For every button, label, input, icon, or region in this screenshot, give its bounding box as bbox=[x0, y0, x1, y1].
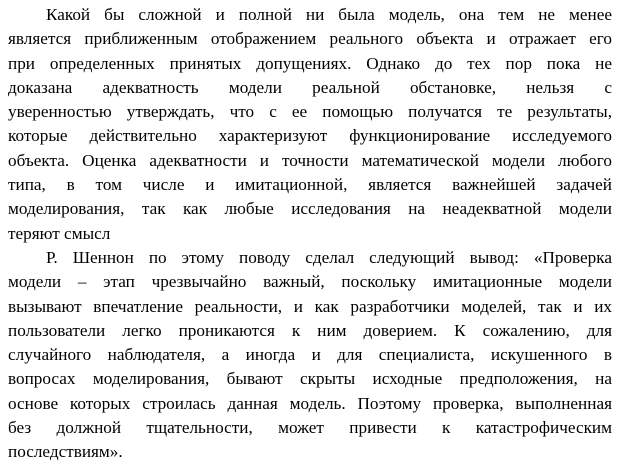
text-line: является приближенным отображением реального объекта и отражает его bbox=[8, 29, 612, 49]
text-line: пользователи легко проникаются к ним доверием. К сожалению, для bbox=[8, 320, 612, 340]
text-line: модели – этап чрезвычайно важный, поскольку имитационные модели bbox=[8, 272, 612, 292]
text-line: последствиям». bbox=[8, 442, 123, 462]
text-line: при определенных принятых допущениях. Однако до тех пор пока не bbox=[8, 53, 612, 73]
paragraph-model-adequacy bbox=[8, 3, 612, 246]
document-body bbox=[8, 3, 612, 465]
text-line: типа, в том числе и имитационной, является важнейшей задачей bbox=[8, 175, 612, 195]
text-line: основе которых строилась данная модель. Поэтому проверка, выполненная bbox=[8, 393, 612, 413]
text-line: моделирования, так как любые исследования на неадекватной модели bbox=[8, 199, 612, 219]
text-line: вопросах моделирования, бывают скрыты исходные предположения, на bbox=[8, 369, 612, 389]
text-line: без должной тщательности, может привести к катастрофическим bbox=[8, 418, 612, 438]
text-line: уверенностью утверждать, что с ее помощью получатся те результаты, bbox=[8, 102, 612, 122]
text-line: Какой бы сложной и полной ни была модель, она тем не менее bbox=[46, 5, 612, 24]
text-line: вызывают впечатление реальности, и как разработчики моделей, так и их bbox=[8, 296, 612, 316]
text-line: доказана адекватность модели реальной обстановке, нельзя с bbox=[8, 77, 612, 97]
text-line: Р. Шеннон по этому поводу сделал следующий вывод: «Проверка bbox=[46, 247, 612, 267]
text-line: теряют смысл bbox=[8, 223, 111, 243]
text-line: которые действительно характеризуют функционирование исследуемого bbox=[8, 126, 612, 146]
text-line: случайного наблюдателя, а иногда и для специалиста, искушенного в bbox=[8, 345, 612, 365]
paragraph-shannon-quote bbox=[8, 246, 612, 465]
text-line: объекта. Оценка адекватности и точности математической модели любого bbox=[8, 150, 612, 170]
